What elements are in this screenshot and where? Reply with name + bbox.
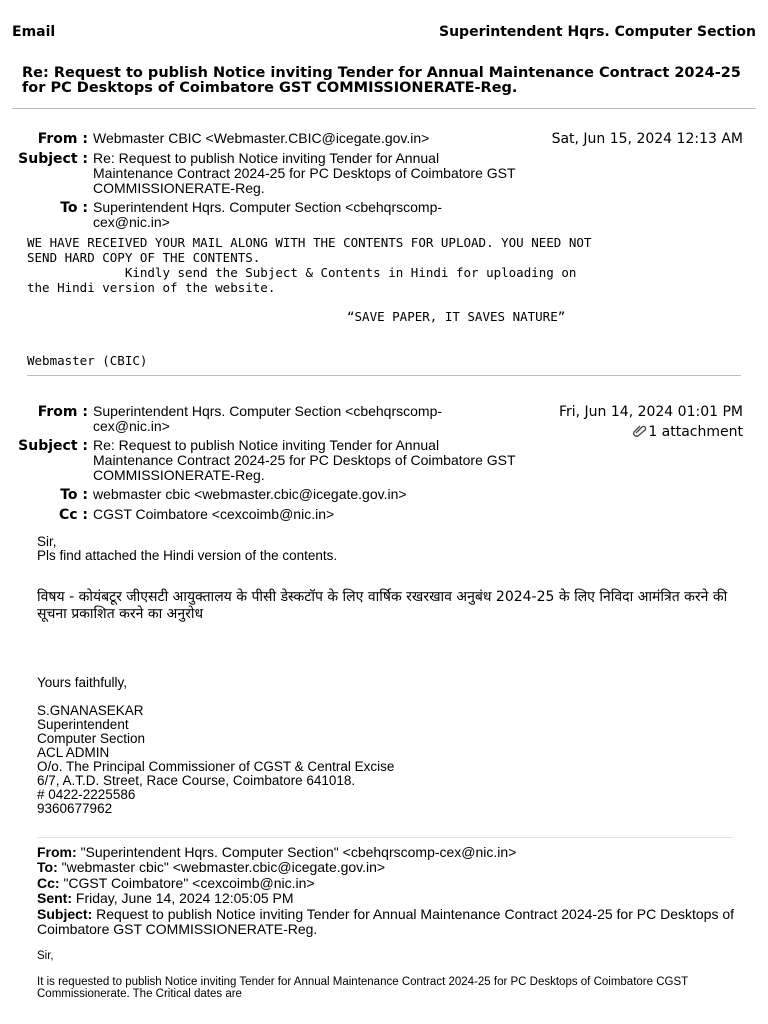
body-line: SEND HARD COPY OF THE CONTENTS. bbox=[27, 250, 261, 265]
attachment-count: 1 attachment bbox=[648, 424, 743, 440]
subject-line-2: Maintenance Contract 2024-25 for PC Desktops of Coimbatore GST bbox=[93, 165, 516, 181]
signature-line: O/o. The Principal Commissioner of CGST & Central Excise bbox=[37, 759, 395, 774]
signature-line: S.GNANASEKAR bbox=[37, 703, 144, 718]
quoted-to-value: "webmaster cbic" <webmaster.cbic@icegate.gov.in> bbox=[61, 859, 386, 875]
to-value-line-2[interactable]: cex@nic.in> bbox=[93, 214, 170, 230]
body-line: Kindly send the Subject & Contents in Hindi for uploading on bbox=[27, 265, 577, 280]
quoted-sent-value: Friday, June 14, 2024 12:05:05 PM bbox=[75, 890, 294, 906]
signature: Webmaster (CBIC) bbox=[27, 353, 148, 368]
to-label: To : bbox=[60, 487, 88, 503]
divider bbox=[12, 108, 756, 109]
quoted-from bbox=[37, 845, 737, 860]
signature-line: Computer Section bbox=[37, 731, 146, 746]
subject-line-1: Re: Request to publish Notice inviting Tender for Annual bbox=[93, 150, 440, 166]
quoted-cc bbox=[37, 876, 737, 891]
signature-line: Superintendent bbox=[37, 717, 129, 732]
signature-line: ACL ADMIN bbox=[37, 745, 110, 760]
from-label: From : bbox=[37, 404, 88, 420]
quoted-sent bbox=[37, 891, 737, 906]
quote-divider bbox=[37, 837, 733, 838]
quoted-subject-value: Request to publish Notice inviting Tender for Annual Maintenance Contract 2024-25 for PC Desktops of Coimbatore GST COMMISSIONERATE-Reg. bbox=[37, 906, 735, 937]
from-label: From : bbox=[37, 131, 88, 147]
quoted-cc-label: Cc: bbox=[37, 875, 60, 891]
from-value-line-2[interactable]: cex@nic.in> bbox=[93, 418, 170, 434]
quoted-to bbox=[37, 860, 737, 875]
cc-value[interactable]: CGST Coimbatore <cexcoimb@nic.in> bbox=[93, 506, 335, 522]
closing: Yours faithfully, bbox=[37, 675, 128, 690]
subject-label: Subject : bbox=[18, 151, 88, 167]
from-value[interactable]: Webmaster CBIC <Webmaster.CBIC@icegate.gov.in> bbox=[93, 130, 430, 146]
body-quote: “SAVE PAPER, IT SAVES NATURE” bbox=[347, 309, 566, 324]
hindi-subject: विषय - कोयंबटूर जीएसटी आयुक्तालय के पीसी डेस्कटॉप के लिए वार्षिक रखरखाव अनुबंध 2024-25 के लिए निविदा आमंत्रित करने की सूचना प्रकाशित करने का अनुरोध bbox=[37, 589, 728, 622]
subject-line-3: COMMISSIONERATE-Reg. bbox=[93, 467, 265, 483]
body-line: WE HAVE RECEIVED YOUR MAIL ALONG WITH THE CONTENTS FOR UPLOAD. YOU NEED NOT bbox=[27, 235, 592, 250]
signature-line: 9360677962 bbox=[37, 801, 113, 816]
quoted-from-value: "Superintendent Hqrs. Computer Section" <cbehqrscomp-cex@nic.in> bbox=[80, 844, 517, 860]
app-label: Email bbox=[12, 24, 56, 40]
subject-line-2: Maintenance Contract 2024-25 for PC Desktops of Coimbatore GST bbox=[93, 452, 516, 468]
to-label: To : bbox=[60, 200, 88, 216]
body-line: Pls find attached the Hindi version of the contents. bbox=[37, 548, 338, 563]
folder-name: Superintendent Hqrs. Computer Section bbox=[439, 24, 756, 40]
message-date: Fri, Jun 14, 2024 01:01 PM bbox=[558, 404, 743, 420]
quoted-greeting: Sir, bbox=[37, 950, 54, 962]
subject-line-3: COMMISSIONERATE-Reg. bbox=[93, 180, 265, 196]
cc-label: Cc : bbox=[58, 507, 88, 523]
to-value-line-1[interactable]: Superintendent Hqrs. Computer Section <cbehqrscomp- bbox=[93, 199, 443, 215]
quoted-subject bbox=[37, 907, 737, 937]
body-line: the Hindi version of the website. bbox=[27, 280, 276, 295]
subject-line-1: Re: Request to publish Notice inviting Tender for Annual bbox=[93, 437, 440, 453]
quoted-subject-label: Subject: bbox=[37, 906, 93, 922]
paperclip-icon bbox=[632, 424, 648, 438]
quoted-body: It is requested to publish Notice inviting Tender for Annual Maintenance Contract 2024-25 for PC Desktops of Coimbatore CGST Commissionerate. The Critical dates are bbox=[37, 976, 688, 1000]
quoted-from-label: From: bbox=[37, 844, 77, 860]
greeting: Sir, bbox=[37, 534, 57, 549]
top-bar bbox=[0, 0, 768, 64]
signature-line: 6/7, A.T.D. Street, Race Course, Coimbatore 641018. bbox=[37, 773, 356, 788]
quoted-cc-value: "CGST Coimbatore" <cexcoimb@nic.in> bbox=[63, 875, 315, 891]
from-value-line-1[interactable]: Superintendent Hqrs. Computer Section <cbehqrscomp- bbox=[93, 403, 443, 419]
divider bbox=[27, 375, 741, 376]
signature-line: # 0422-2225586 bbox=[37, 787, 136, 802]
to-value[interactable]: webmaster cbic <webmaster.cbic@icegate.gov.in> bbox=[93, 486, 407, 502]
message-date: Sat, Jun 15, 2024 12:13 AM bbox=[551, 131, 743, 147]
quoted-sent-label: Sent: bbox=[37, 890, 72, 906]
subject-label: Subject : bbox=[18, 438, 88, 454]
thread-subject: Re: Request to publish Notice inviting Tender for Annual Maintenance Contract 2024-25 for PC Desktops of Coimbatore GST COMMISSIONERATE-Reg. bbox=[22, 65, 741, 96]
attachment-link[interactable] bbox=[632, 424, 743, 440]
quoted-to-label: To: bbox=[37, 859, 58, 875]
